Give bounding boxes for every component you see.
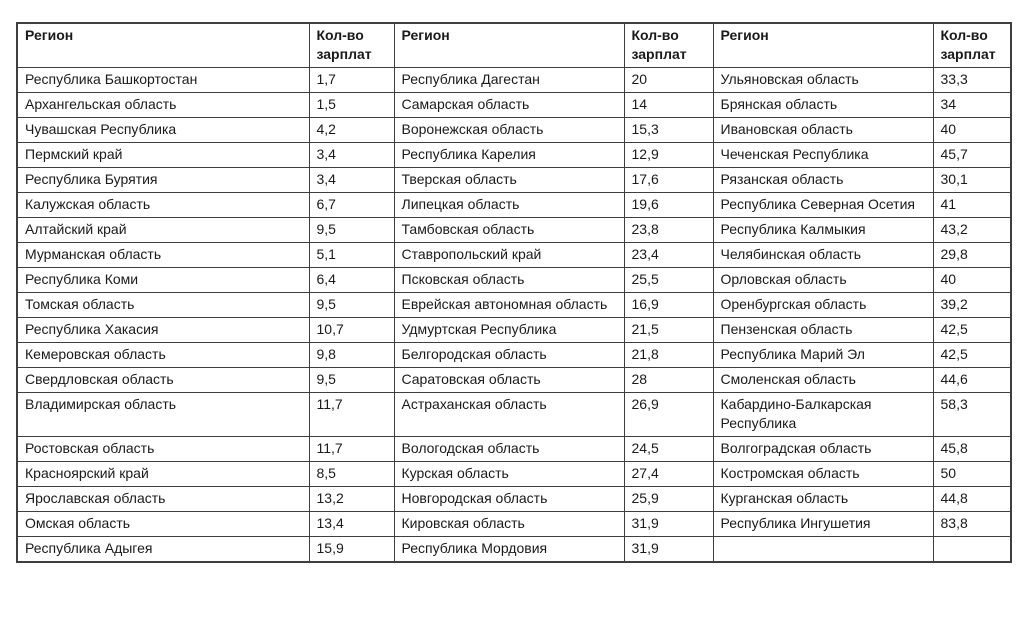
region-cell: Еврейская автономная область [394,293,624,318]
salary-count-cell: 23,4 [624,243,713,268]
salary-count-cell: 8,5 [309,462,394,487]
salary-count-cell: 26,9 [624,393,713,437]
salary-count-cell: 6,4 [309,268,394,293]
salary-count-cell: 33,3 [933,68,1011,93]
table-row [17,93,1011,118]
salary-count-cell: 6,7 [309,193,394,218]
column-header-salary-count-3: Кол-во зарплат [933,23,1011,68]
region-cell: Тамбовская область [394,218,624,243]
salary-count-cell: 1,7 [309,68,394,93]
salary-count-cell: 42,5 [933,343,1011,368]
region-cell: Чеченская Республика [713,143,933,168]
region-cell: Республика Северная Осетия [713,193,933,218]
salary-count-cell: 16,9 [624,293,713,318]
region-cell: Удмуртская Республика [394,318,624,343]
table-row [17,293,1011,318]
region-cell: Республика Хакасия [17,318,309,343]
table-row [17,462,1011,487]
column-header-salary-count-1: Кол-во зарплат [309,23,394,68]
region-cell: Оренбургская область [713,293,933,318]
salary-count-cell: 44,6 [933,368,1011,393]
region-cell: Калужская область [17,193,309,218]
salary-count-cell: 17,6 [624,168,713,193]
region-cell: Самарская область [394,93,624,118]
table-row [17,368,1011,393]
salary-count-cell: 24,5 [624,437,713,462]
region-cell: Рязанская область [713,168,933,193]
region-cell: Алтайский край [17,218,309,243]
column-header-region-1: Регион [17,23,309,68]
region-cell: Псковская область [394,268,624,293]
salary-count-cell: 9,5 [309,218,394,243]
region-cell: Архангельская область [17,93,309,118]
salary-count-cell: 20 [624,68,713,93]
salary-count-cell: 4,2 [309,118,394,143]
region-cell: Владимирская область [17,393,309,437]
region-cell: Волгоградская область [713,437,933,462]
salary-count-cell: 25,5 [624,268,713,293]
salary-count-cell: 12,9 [624,143,713,168]
region-cell: Воронежская область [394,118,624,143]
salary-count-cell: 15,3 [624,118,713,143]
region-cell: Республика Мордовия [394,537,624,563]
salary-count-cell: 27,4 [624,462,713,487]
region-cell: Липецкая область [394,193,624,218]
table-row [17,143,1011,168]
salary-count-cell: 21,8 [624,343,713,368]
region-cell: Кемеровская область [17,343,309,368]
region-cell: Кабардино-Балкарская Республика [713,393,933,437]
table-row [17,118,1011,143]
region-cell: Брянская область [713,93,933,118]
region-cell: Свердловская область [17,368,309,393]
salary-count-cell: 9,8 [309,343,394,368]
region-cell: Ставропольский край [394,243,624,268]
table-row [17,243,1011,268]
region-cell: Республика Дагестан [394,68,624,93]
salary-count-cell: 1,5 [309,93,394,118]
salary-count-cell: 29,8 [933,243,1011,268]
column-header-region-3: Регион [713,23,933,68]
table-row [17,168,1011,193]
region-cell: Республика Коми [17,268,309,293]
region-cell: Республика Калмыкия [713,218,933,243]
salary-count-cell: 5,1 [309,243,394,268]
salary-count-cell: 40 [933,118,1011,143]
salary-count-cell: 31,9 [624,537,713,563]
region-cell: Томская область [17,293,309,318]
salary-count-cell: 21,5 [624,318,713,343]
region-cell: Вологодская область [394,437,624,462]
region-cell: Костромская область [713,462,933,487]
salary-count-cell: 45,7 [933,143,1011,168]
salary-count-cell: 83,8 [933,512,1011,537]
salary-count-cell: 10,7 [309,318,394,343]
column-header-region-2: Регион [394,23,624,68]
region-cell: Астраханская область [394,393,624,437]
salary-count-cell: 28 [624,368,713,393]
region-cell: Ярославская область [17,487,309,512]
salary-count-cell: 34 [933,93,1011,118]
table-row [17,487,1011,512]
salary-count-cell: 43,2 [933,218,1011,243]
region-cell: Курская область [394,462,624,487]
salary-count-cell [933,537,1011,563]
table-row [17,218,1011,243]
salary-count-cell: 11,7 [309,437,394,462]
region-cell: Республика Бурятия [17,168,309,193]
region-cell: Белгородская область [394,343,624,368]
region-cell: Ульяновская область [713,68,933,93]
table-row [17,68,1011,93]
region-cell: Республика Башкортостан [17,68,309,93]
region-cell: Новгородская область [394,487,624,512]
table-row [17,343,1011,368]
salary-count-cell: 9,5 [309,368,394,393]
region-cell: Ивановская область [713,118,933,143]
table-row [17,393,1011,437]
region-cell: Орловская область [713,268,933,293]
region-cell: Республика Адыгея [17,537,309,563]
salary-count-cell: 25,9 [624,487,713,512]
region-cell: Тверская область [394,168,624,193]
region-cell: Пермский край [17,143,309,168]
region-cell: Смоленская область [713,368,933,393]
table-row [17,537,1011,563]
region-cell: Омская область [17,512,309,537]
region-cell: Кировская область [394,512,624,537]
table-row [17,318,1011,343]
salary-count-cell: 3,4 [309,143,394,168]
header-row [17,23,1011,68]
salary-count-cell: 40 [933,268,1011,293]
salary-count-cell: 19,6 [624,193,713,218]
salary-count-cell: 13,2 [309,487,394,512]
region-cell: Республика Ингушетия [713,512,933,537]
table-row [17,193,1011,218]
region-salary-table [16,22,1012,563]
salary-count-cell: 45,8 [933,437,1011,462]
salary-count-cell: 41 [933,193,1011,218]
salary-count-cell: 50 [933,462,1011,487]
column-header-salary-count-2: Кол-во зарплат [624,23,713,68]
region-cell: Курганская область [713,487,933,512]
table-row [17,437,1011,462]
salary-count-cell: 23,8 [624,218,713,243]
region-cell: Челябинская область [713,243,933,268]
table-row [17,268,1011,293]
salary-count-cell: 3,4 [309,168,394,193]
region-cell: Республика Марий Эл [713,343,933,368]
region-cell: Пензенская область [713,318,933,343]
salary-count-cell: 44,8 [933,487,1011,512]
region-cell [713,537,933,563]
salary-count-cell: 39,2 [933,293,1011,318]
region-cell: Мурманская область [17,243,309,268]
salary-count-cell: 30,1 [933,168,1011,193]
region-cell: Чувашская Республика [17,118,309,143]
salary-count-cell: 15,9 [309,537,394,563]
salary-count-cell: 14 [624,93,713,118]
region-cell: Красноярский край [17,462,309,487]
salary-count-cell: 31,9 [624,512,713,537]
salary-count-cell: 42,5 [933,318,1011,343]
region-cell: Саратовская область [394,368,624,393]
salary-count-cell: 9,5 [309,293,394,318]
salary-count-cell: 13,4 [309,512,394,537]
salary-count-cell: 11,7 [309,393,394,437]
region-cell: Республика Карелия [394,143,624,168]
region-cell: Ростовская область [17,437,309,462]
table-row [17,512,1011,537]
salary-count-cell: 58,3 [933,393,1011,437]
